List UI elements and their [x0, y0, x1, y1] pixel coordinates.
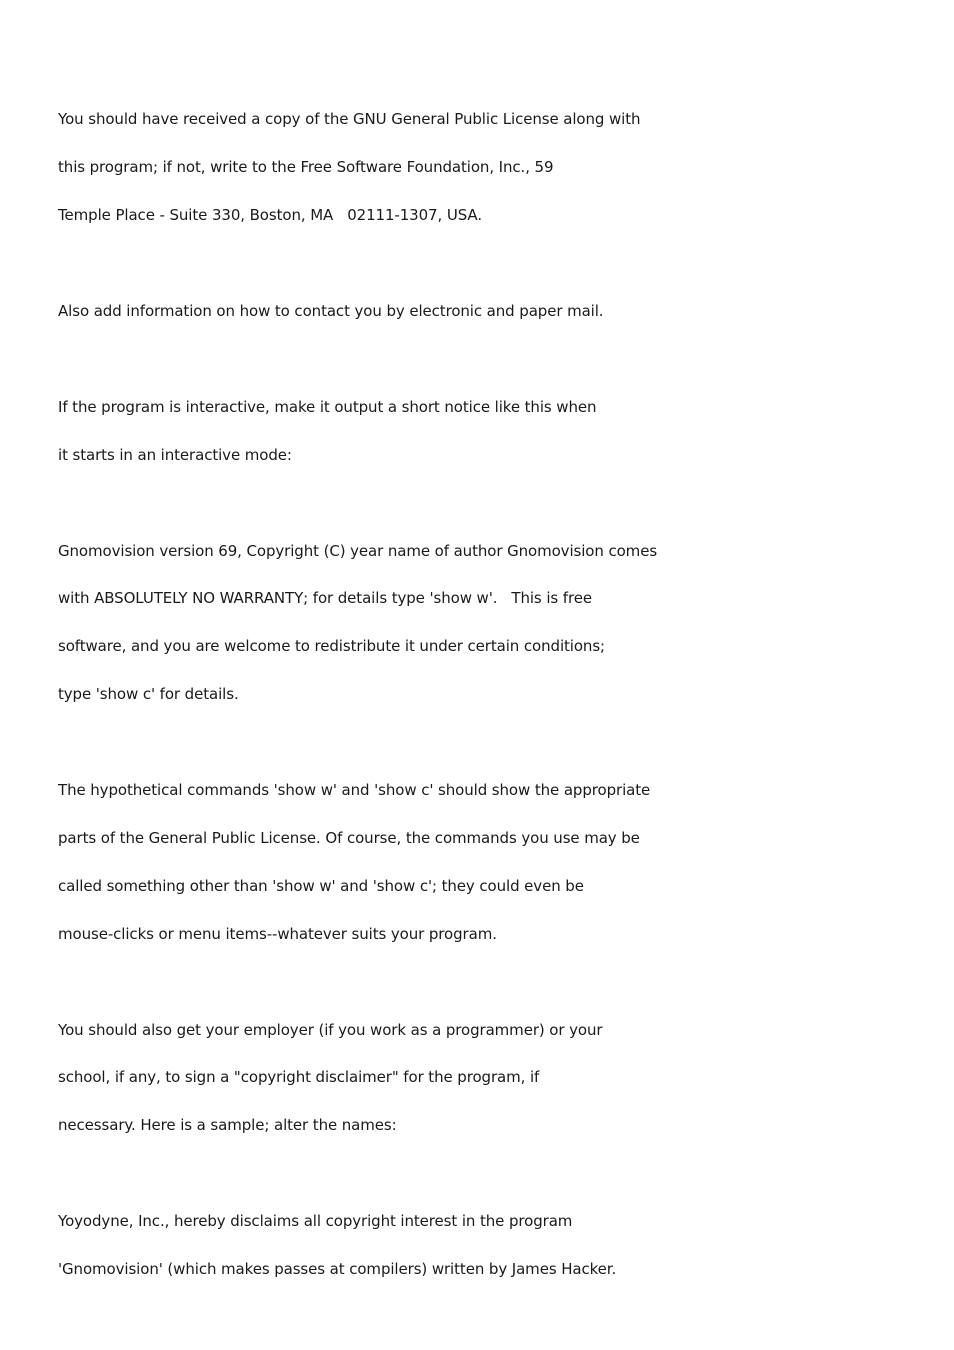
- text-line: 'Gnomovision' (which makes passes at compilers) written by James Hacker.: [58, 1260, 617, 1278]
- text-line: The hypothetical commands 'show w' and 'show c' should show the appropriate: [58, 781, 651, 799]
- text-line: it starts in an interactive mode:: [58, 446, 292, 464]
- text-line: You should have received a copy of the GNU General Public License along with: [58, 110, 641, 128]
- text-line: Yoyodyne, Inc., hereby disclaims all copyright interest in the program: [58, 1212, 573, 1230]
- text-line: type 'show c' for details.: [58, 685, 239, 703]
- text-line: school, if any, to sign a "copyright disclaimer" for the program, if: [58, 1068, 540, 1086]
- text-line: called something other than 'show w' and 'show c'; they could even be: [58, 877, 584, 895]
- text-line: this program; if not, write to the Free Software Foundation, Inc., 59: [58, 158, 554, 176]
- text-line: If the program is interactive, make it output a short notice like this when: [58, 398, 597, 416]
- text-line: You should also get your employer (if you work as a programmer) or your: [58, 1021, 603, 1039]
- text-line: parts of the General Public License. Of course, the commands you use may be: [58, 829, 640, 847]
- text-line: Also add information on how to contact you by electronic and paper mail.: [58, 302, 604, 320]
- text-line: software, and you are welcome to redistribute it under certain conditions;: [58, 637, 606, 655]
- text-line: mouse-clicks or menu items--whatever suits your program.: [58, 925, 497, 943]
- text-line: Gnomovision version 69, Copyright (C) year name of author Gnomovision comes: [58, 542, 658, 560]
- text-line: with ABSOLUTELY NO WARRANTY; for details type 'show w'. This is free: [58, 589, 592, 607]
- text-line: necessary. Here is a sample; alter the names:: [58, 1116, 397, 1134]
- text-line: Temple Place - Suite 330, Boston, MA 02111-1307, USA.: [58, 206, 482, 224]
